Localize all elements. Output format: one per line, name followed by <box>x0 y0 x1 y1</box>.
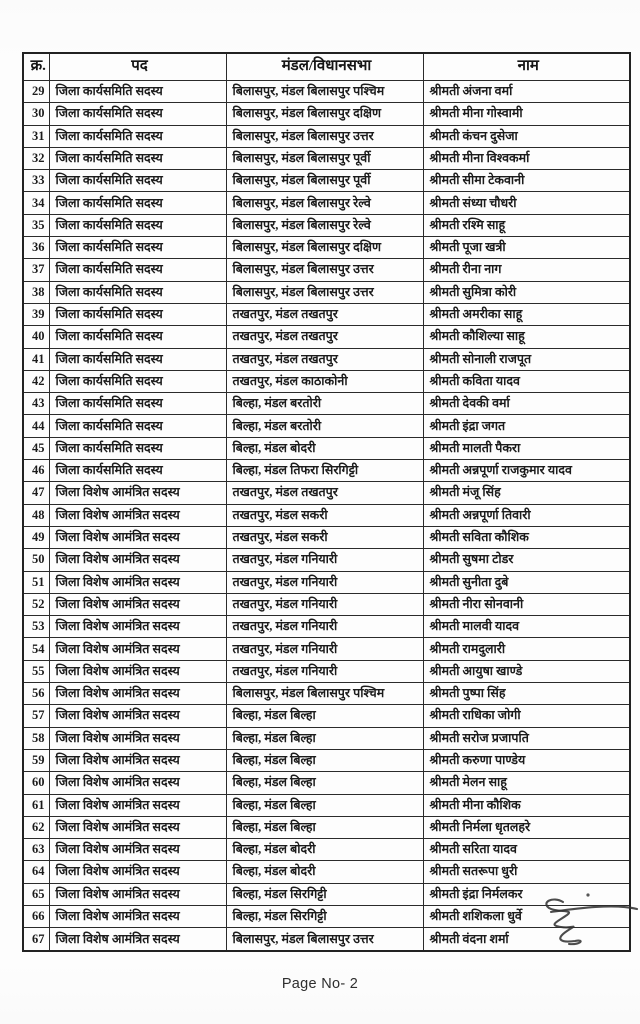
table-row <box>23 303 630 325</box>
cell-serial: 48 <box>23 504 49 526</box>
cell-name: श्रीमती सोनाली राजपूत <box>423 348 630 370</box>
table-row <box>23 593 630 615</box>
cell-name: श्रीमती रश्मि साहू <box>423 214 630 236</box>
cell-mandal: बिलासपुर, मंडल बिलासपुर दक्षिण <box>226 103 423 125</box>
table-row <box>23 460 630 482</box>
cell-mandal: तखतपुर, मंडल गनियारी <box>226 571 423 593</box>
table-row <box>23 192 630 214</box>
cell-name: श्रीमती निर्मला धृतलहरे <box>423 816 630 838</box>
cell-name: श्रीमती शशिकला धुर्वे <box>423 905 630 927</box>
cell-mandal: बिल्हा, मंडल बोदरी <box>226 861 423 883</box>
cell-mandal: बिलासपुर, मंडल बिलासपुर रेल्वे <box>226 214 423 236</box>
table-row <box>23 839 630 861</box>
cell-serial: 42 <box>23 370 49 392</box>
cell-name: श्रीमती संध्या चौधरी <box>423 192 630 214</box>
table-row <box>23 370 630 392</box>
cell-position: जिला कार्यसमिति सदस्य <box>49 259 226 281</box>
cell-position: जिला विशेष आमंत्रित सदस्य <box>49 749 226 771</box>
cell-mandal: तखतपुर, मंडल सकरी <box>226 504 423 526</box>
cell-mandal: बिलासपुर, मंडल बिलासपुर उत्तर <box>226 125 423 147</box>
cell-mandal: बिलासपुर, मंडल बिलासपुर पूर्वी <box>226 170 423 192</box>
cell-serial: 56 <box>23 683 49 705</box>
header-cell-position: पद <box>49 53 226 81</box>
cell-mandal: तखतपुर, मंडल तखतपुर <box>226 303 423 325</box>
table-row <box>23 281 630 303</box>
cell-mandal: बिलासपुर, मंडल बिलासपुर पश्चिम <box>226 683 423 705</box>
table-row <box>23 772 630 794</box>
cell-serial: 51 <box>23 571 49 593</box>
cell-mandal: बिलासपुर, मंडल बिलासपुर उत्तर <box>226 259 423 281</box>
table-row <box>23 749 630 771</box>
cell-serial: 49 <box>23 526 49 548</box>
cell-serial: 45 <box>23 437 49 459</box>
cell-name: श्रीमती मीना कौशिक <box>423 794 630 816</box>
table-row <box>23 437 630 459</box>
cell-serial: 64 <box>23 861 49 883</box>
table-row <box>23 683 630 705</box>
cell-mandal: बिलासपुर, मंडल बिलासपुर दक्षिण <box>226 237 423 259</box>
cell-position: जिला विशेष आमंत्रित सदस्य <box>49 905 226 927</box>
cell-position: जिला विशेष आमंत्रित सदस्य <box>49 727 226 749</box>
cell-mandal: बिलासपुर, मंडल बिलासपुर पूर्वी <box>226 147 423 169</box>
cell-mandal: तखतपुर, मंडल गनियारी <box>226 660 423 682</box>
cell-position: जिला विशेष आमंत्रित सदस्य <box>49 571 226 593</box>
cell-position: जिला विशेष आमंत्रित सदस्य <box>49 839 226 861</box>
cell-serial: 36 <box>23 237 49 259</box>
table-row <box>23 861 630 883</box>
cell-name: श्रीमती पूजा खत्री <box>423 237 630 259</box>
cell-mandal: तखतपुर, मंडल सकरी <box>226 526 423 548</box>
cell-serial: 55 <box>23 660 49 682</box>
cell-serial: 37 <box>23 259 49 281</box>
cell-name: श्रीमती अन्नपूर्णा तिवारी <box>423 504 630 526</box>
cell-serial: 52 <box>23 593 49 615</box>
cell-position: जिला कार्यसमिति सदस्य <box>49 192 226 214</box>
cell-name: श्रीमती मालती पैकरा <box>423 437 630 459</box>
cell-serial: 41 <box>23 348 49 370</box>
table-row <box>23 549 630 571</box>
table-row <box>23 214 630 236</box>
cell-name: श्रीमती नीरा सोनवानी <box>423 593 630 615</box>
table-row <box>23 326 630 348</box>
table-row <box>23 638 630 660</box>
cell-serial: 44 <box>23 415 49 437</box>
cell-serial: 62 <box>23 816 49 838</box>
cell-position: जिला कार्यसमिति सदस्य <box>49 348 226 370</box>
cell-name: श्रीमती सुमित्रा कोरी <box>423 281 630 303</box>
cell-mandal: बिल्हा, मंडल बरतोरी <box>226 415 423 437</box>
cell-mandal: तखतपुर, मंडल तखतपुर <box>226 482 423 504</box>
cell-name: श्रीमती सीमा टेकवानी <box>423 170 630 192</box>
table-row <box>23 660 630 682</box>
cell-position: जिला विशेष आमंत्रित सदस्य <box>49 883 226 905</box>
cell-name: श्रीमती इंद्रा निर्मलकर <box>423 883 630 905</box>
cell-mandal: बिल्हा, मंडल बिल्हा <box>226 772 423 794</box>
cell-position: जिला कार्यसमिति सदस्य <box>49 103 226 125</box>
table-row <box>23 170 630 192</box>
cell-name: श्रीमती मंजू सिंह <box>423 482 630 504</box>
table-row <box>23 125 630 147</box>
cell-serial: 66 <box>23 905 49 927</box>
cell-name: श्रीमती कविता यादव <box>423 370 630 392</box>
cell-mandal: बिलासपुर, मंडल बिलासपुर पश्चिम <box>226 81 423 103</box>
table-row <box>23 905 630 927</box>
cell-serial: 47 <box>23 482 49 504</box>
cell-name: श्रीमती सरोज प्रजापति <box>423 727 630 749</box>
cell-position: जिला कार्यसमिति सदस्य <box>49 237 226 259</box>
cell-serial: 61 <box>23 794 49 816</box>
cell-position: जिला विशेष आमंत्रित सदस्य <box>49 772 226 794</box>
table-row <box>23 81 630 103</box>
cell-serial: 33 <box>23 170 49 192</box>
table-row <box>23 616 630 638</box>
header-cell-serial: क्र. <box>23 53 49 81</box>
cell-name: श्रीमती अमरीका साहू <box>423 303 630 325</box>
cell-serial: 35 <box>23 214 49 236</box>
cell-position: जिला कार्यसमिति सदस्य <box>49 214 226 236</box>
cell-mandal: बिल्हा, मंडल सिरगिट्टी <box>226 905 423 927</box>
cell-name: श्रीमती सतरूपा धुरी <box>423 861 630 883</box>
cell-serial: 38 <box>23 281 49 303</box>
cell-position: जिला कार्यसमिति सदस्य <box>49 125 226 147</box>
cell-mandal: बिलासपुर, मंडल बिलासपुर रेल्वे <box>226 192 423 214</box>
cell-position: जिला विशेष आमंत्रित सदस्य <box>49 660 226 682</box>
cell-mandal: बिल्हा, मंडल बिल्हा <box>226 749 423 771</box>
cell-position: जिला कार्यसमिति सदस्य <box>49 437 226 459</box>
cell-position: जिला विशेष आमंत्रित सदस्य <box>49 638 226 660</box>
cell-position: जिला विशेष आमंत्रित सदस्य <box>49 816 226 838</box>
cell-position: जिला विशेष आमंत्रित सदस्य <box>49 861 226 883</box>
cell-mandal: तखतपुर, मंडल गनियारी <box>226 549 423 571</box>
table-row <box>23 727 630 749</box>
cell-name: श्रीमती मेलन साहू <box>423 772 630 794</box>
cell-serial: 63 <box>23 839 49 861</box>
header-cell-mandal: मंडल/विधानसभा <box>226 53 423 81</box>
cell-name: श्रीमती सविता कौशिक <box>423 526 630 548</box>
table-row <box>23 147 630 169</box>
cell-position: जिला कार्यसमिति सदस्य <box>49 393 226 415</box>
cell-position: जिला कार्यसमिति सदस्य <box>49 170 226 192</box>
table-row <box>23 816 630 838</box>
cell-position: जिला कार्यसमिति सदस्य <box>49 326 226 348</box>
page-number: Page No- 2 <box>281 976 359 992</box>
cell-mandal: बिल्हा, मंडल बोदरी <box>226 437 423 459</box>
cell-serial: 31 <box>23 125 49 147</box>
cell-name: श्रीमती पुष्पा सिंह <box>423 683 630 705</box>
cell-name: श्रीमती कंचन दुसेजा <box>423 125 630 147</box>
cell-serial: 40 <box>23 326 49 348</box>
cell-name: श्रीमती देवकी वर्मा <box>423 393 630 415</box>
cell-name: श्रीमती सुषमा टोडर <box>423 549 630 571</box>
cell-mandal: बिल्हा, मंडल बोदरी <box>226 839 423 861</box>
cell-position: जिला विशेष आमंत्रित सदस्य <box>49 683 226 705</box>
cell-name: श्रीमती सरिता यादव <box>423 839 630 861</box>
cell-mandal: तखतपुर, मंडल गनियारी <box>226 616 423 638</box>
cell-serial: 32 <box>23 147 49 169</box>
table-row <box>23 504 630 526</box>
cell-name: श्रीमती अंजना वर्मा <box>423 81 630 103</box>
cell-serial: 57 <box>23 705 49 727</box>
cell-serial: 67 <box>23 928 49 951</box>
cell-name: श्रीमती राधिका जोगी <box>423 705 630 727</box>
cell-mandal: बिलासपुर, मंडल बिलासपुर उत्तर <box>226 928 423 951</box>
cell-position: जिला विशेष आमंत्रित सदस्य <box>49 593 226 615</box>
table-row <box>23 928 630 951</box>
table-row <box>23 526 630 548</box>
table-row <box>23 794 630 816</box>
cell-name: श्रीमती आयुषा खाण्डे <box>423 660 630 682</box>
cell-name: श्रीमती कौशिल्या साहू <box>423 326 630 348</box>
table-row <box>23 705 630 727</box>
cell-mandal: बिल्हा, मंडल बिल्हा <box>226 705 423 727</box>
table-row <box>23 883 630 905</box>
cell-position: जिला विशेष आमंत्रित सदस्य <box>49 504 226 526</box>
header-row <box>23 53 630 81</box>
cell-position: जिला विशेष आमंत्रित सदस्य <box>49 794 226 816</box>
cell-position: जिला विशेष आमंत्रित सदस्य <box>49 526 226 548</box>
cell-mandal: बिलासपुर, मंडल बिलासपुर उत्तर <box>226 281 423 303</box>
cell-name: श्रीमती करुणा पाण्डेय <box>423 749 630 771</box>
table-row <box>23 571 630 593</box>
cell-position: जिला कार्यसमिति सदस्य <box>49 281 226 303</box>
cell-mandal: तखतपुर, मंडल काठाकोनी <box>226 370 423 392</box>
cell-position: जिला विशेष आमंत्रित सदस्य <box>49 616 226 638</box>
cell-serial: 29 <box>23 81 49 103</box>
cell-name: श्रीमती सुनीता दुबे <box>423 571 630 593</box>
cell-serial: 65 <box>23 883 49 905</box>
cell-mandal: बिल्हा, मंडल तिफरा सिरगिट्टी <box>226 460 423 482</box>
cell-serial: 59 <box>23 749 49 771</box>
cell-position: जिला विशेष आमंत्रित सदस्य <box>49 482 226 504</box>
cell-serial: 30 <box>23 103 49 125</box>
table-header <box>23 53 630 81</box>
cell-position: जिला विशेष आमंत्रित सदस्य <box>49 705 226 727</box>
cell-serial: 53 <box>23 616 49 638</box>
cell-serial: 60 <box>23 772 49 794</box>
cell-mandal: तखतपुर, मंडल तखतपुर <box>226 348 423 370</box>
cell-position: जिला कार्यसमिति सदस्य <box>49 147 226 169</box>
cell-position: जिला कार्यसमिति सदस्य <box>49 460 226 482</box>
cell-position: जिला विशेष आमंत्रित सदस्य <box>49 928 226 951</box>
cell-mandal: बिल्हा, मंडल बिल्हा <box>226 816 423 838</box>
cell-name: श्रीमती मालवी यादव <box>423 616 630 638</box>
table-row <box>23 348 630 370</box>
cell-position: जिला विशेष आमंत्रित सदस्य <box>49 549 226 571</box>
table-row <box>23 482 630 504</box>
cell-mandal: बिल्हा, मंडल बिल्हा <box>226 794 423 816</box>
cell-name: श्रीमती अन्नपूर्णा राजकुमार यादव <box>423 460 630 482</box>
cell-name: श्रीमती रामदुलारी <box>423 638 630 660</box>
table-row <box>23 237 630 259</box>
table-body <box>23 81 630 952</box>
table-row <box>23 103 630 125</box>
cell-serial: 34 <box>23 192 49 214</box>
cell-name: श्रीमती मीना गोस्वामी <box>423 103 630 125</box>
cell-serial: 54 <box>23 638 49 660</box>
cell-name: श्रीमती इंद्रा जगत <box>423 415 630 437</box>
cell-mandal: बिल्हा, मंडल सिरगिट्टी <box>226 883 423 905</box>
cell-mandal: बिल्हा, मंडल बरतोरी <box>226 393 423 415</box>
cell-position: जिला कार्यसमिति सदस्य <box>49 370 226 392</box>
cell-name: श्रीमती मीना विश्वकर्मा <box>423 147 630 169</box>
cell-mandal: बिल्हा, मंडल बिल्हा <box>226 727 423 749</box>
cell-name: श्रीमती रीना नाग <box>423 259 630 281</box>
cell-serial: 58 <box>23 727 49 749</box>
table-row <box>23 393 630 415</box>
header-cell-name: नाम <box>423 53 630 81</box>
table-row <box>23 415 630 437</box>
cell-mandal: तखतपुर, मंडल तखतपुर <box>226 326 423 348</box>
cell-serial: 50 <box>23 549 49 571</box>
cell-name: श्रीमती वंदना शर्मा <box>423 928 630 951</box>
cell-position: जिला कार्यसमिति सदस्य <box>49 303 226 325</box>
cell-serial: 46 <box>23 460 49 482</box>
members-table <box>22 52 631 952</box>
table-row <box>23 259 630 281</box>
cell-mandal: तखतपुर, मंडल गनियारी <box>226 593 423 615</box>
cell-mandal: तखतपुर, मंडल गनियारी <box>226 638 423 660</box>
cell-serial: 39 <box>23 303 49 325</box>
cell-position: जिला कार्यसमिति सदस्य <box>49 81 226 103</box>
cell-serial: 43 <box>23 393 49 415</box>
cell-position: जिला कार्यसमिति सदस्य <box>49 415 226 437</box>
